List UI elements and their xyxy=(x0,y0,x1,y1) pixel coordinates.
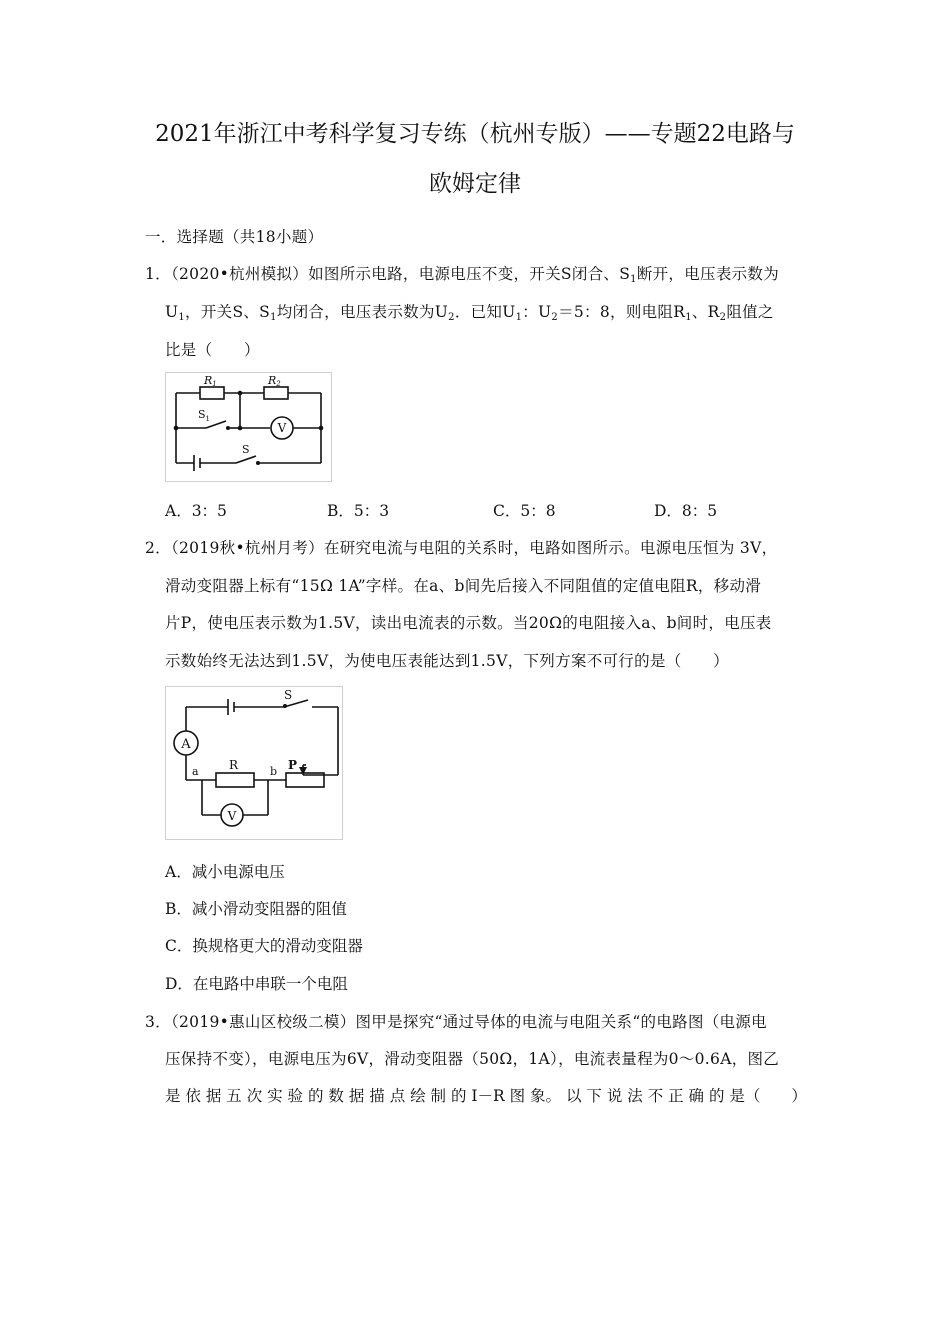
q2-option-b[interactable]: B．减小滑动变阻器的阻值 xyxy=(165,900,347,918)
q1-sub: 1 xyxy=(270,312,277,323)
q2-circuit-diagram xyxy=(166,687,342,839)
q1-sub: 1 xyxy=(685,312,692,323)
q2-line-2: 滑动变阻器上标有“15Ω 1A”字样。在a、b间先后接入不同阻值的定值电阻R，移动滑 xyxy=(165,577,762,595)
q1-sub: 2 xyxy=(719,312,727,323)
q1-text: U xyxy=(165,303,179,321)
q2-option-a[interactable]: A．减小电源电压 xyxy=(165,863,285,881)
q2-line-4: 示数始终无法达到1.5V，为使电压表能达到1.5V，下列方案不可行的是（ ） xyxy=(165,652,729,670)
q2-label-a: a xyxy=(192,765,199,778)
q2-line-1: 2．（2019秋•杭州月考）在研究电流与电阻的关系时，电路如图所示。电源电压恒为 3V， xyxy=(145,539,778,557)
q1-label-s: S xyxy=(242,443,250,456)
q2-voltmeter-label: V xyxy=(227,809,237,823)
q1-text: ．已知U xyxy=(454,303,516,321)
q1-label-r1: R1 xyxy=(204,374,217,388)
q1-option-b[interactable]: B．5：3 xyxy=(327,502,390,520)
q1-option-a[interactable]: A．3：5 xyxy=(165,502,227,520)
q1-text: 阻值之 xyxy=(726,303,774,321)
q2-line-3: 片P，使电压表示数为1.5V，读出电流表的示数。当20Ω的电阻接入a、b间时，电压表 xyxy=(165,614,772,632)
q1-sub: 2 xyxy=(448,312,455,323)
q1-sub: 2 xyxy=(551,312,559,323)
q1-text: 1．（2020•杭州模拟）如图所示电路，电源电压不变，开关S闭合、S xyxy=(145,265,631,283)
q1-text: 断开，电压表示数为 xyxy=(636,265,780,283)
q1-option-c[interactable]: C．5：8 xyxy=(493,502,556,520)
q1-circuit-figure xyxy=(165,372,332,482)
q2-label-r: R xyxy=(229,758,239,772)
q1-label-r2: R2 xyxy=(268,374,281,388)
q3-line-1: 3．（2019•惠山区校级二模）图甲是探究“通过导体的电流与电阻关系“的电路图（电源电 xyxy=(145,1013,767,1031)
q1-text: ：U xyxy=(522,303,552,321)
q2-option-d[interactable]: D．在电路中串联一个电阻 xyxy=(165,975,348,993)
q2-label-b: b xyxy=(270,765,278,778)
q1-sub: 1 xyxy=(515,312,523,323)
q1-text: ＝5：8，则电阻R xyxy=(558,303,686,321)
q1-text: 均闭合，电压表示数为U xyxy=(276,303,449,321)
q1-voltmeter-label: V xyxy=(277,421,287,435)
q3-line-2: 压保持不变），电源电压为6V，滑动变阻器（50Ω，1A），电流表量程为0～0.6A，图乙 xyxy=(165,1050,780,1068)
q2-option-c[interactable]: C．换规格更大的滑动变阻器 xyxy=(165,937,363,955)
q1-sub: 1 xyxy=(630,274,637,285)
q1-text: 、R xyxy=(691,303,720,321)
q3-line-3: 是 依 据 五 次 实 验 的 数 据 描 点 绘 制 的 I－R 图 象。 以 下 说 法 不 正 确 的 是（ ） xyxy=(165,1087,807,1105)
q2-label-s: S xyxy=(284,688,293,702)
section-heading: 一．选择题（共18小题） xyxy=(145,228,324,246)
q1-circuit-diagram xyxy=(166,373,331,481)
q1-line-3: 比是（ ） xyxy=(165,341,260,359)
q1-label-s1: $S_1$ xyxy=(198,408,211,423)
q1-text: ，开关S、S xyxy=(185,303,271,321)
q2-label-p: P xyxy=(288,758,298,772)
document-title-line-2: 欧姆定律 xyxy=(429,171,521,197)
q1-line-2 xyxy=(165,300,774,323)
q1-option-d[interactable]: D．8：5 xyxy=(654,502,718,520)
document-title-line-1: 2021年浙江中考科学复习专练（杭州专版）——专题22电路与 xyxy=(155,121,795,147)
q2-ammeter-label: A xyxy=(181,737,191,752)
q1-sub: 1 xyxy=(178,312,186,323)
q2-circuit-figure xyxy=(165,686,343,840)
q1-line-1 xyxy=(145,262,779,285)
